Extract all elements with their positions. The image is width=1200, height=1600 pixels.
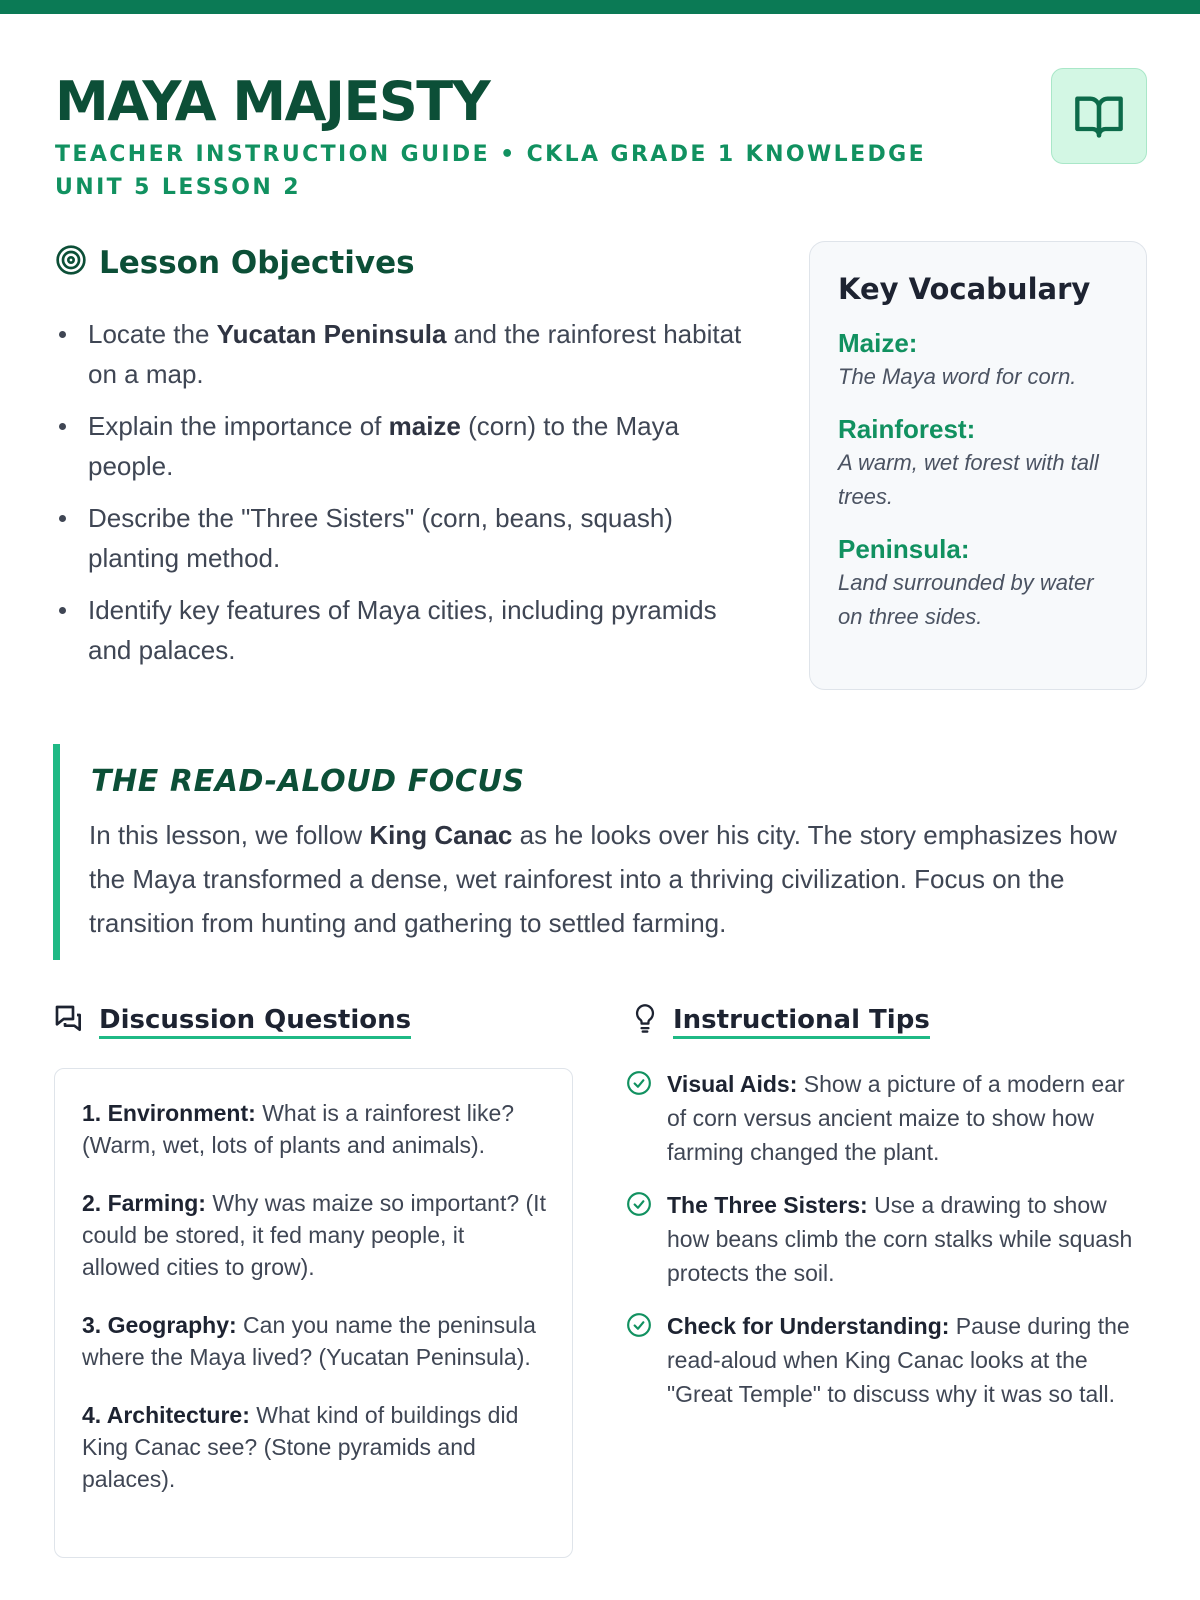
discussion-question: 3. Geography: Can you name the peninsula where the Maya lived? (Yucatan Peninsula). [82, 1312, 536, 1370]
focus-title: THE READ-ALOUD FOCUS [91, 764, 525, 799]
tips-heading [631, 1003, 930, 1040]
read-aloud-focus [53, 744, 1153, 960]
objective-item: Identify key features of Maya cities, including pyramids and palaces. [55, 590, 755, 670]
vocabulary-definition: Land surrounded by water on three sides. [838, 570, 1094, 629]
check-circle-icon [626, 1067, 653, 1169]
discussion-heading-text: Discussion Questions [99, 1005, 411, 1039]
tip-item: Check for Understanding: Pause during the read-aloud when King Canac looks at the "Great Temple" to discuss why it was so tall. [626, 1309, 1146, 1411]
page-header [55, 70, 995, 204]
page-subtitle: TEACHER INSTRUCTION GUIDE • CKLA GRADE 1 KNOWLEDGE UNIT 5 LESSON 2 [55, 142, 927, 200]
objective-item: Explain the importance of maize (corn) to the Maya people. [55, 406, 755, 486]
discussion-heading [53, 1003, 411, 1040]
focus-text: In this lesson, we follow King Canac as he looks over his city. The story emphasizes how the Maya transformed a dense, wet rainforest into a thriving civilization. Focus on the transition from hunting and gathering to settled farming. [89, 820, 1117, 938]
check-circle-icon [626, 1309, 653, 1411]
chat-bubbles-icon [53, 1003, 85, 1040]
discussion-box [54, 1068, 573, 1558]
vocabulary-term: Maize: [838, 328, 918, 358]
vocabulary-definition: The Maya word for corn. [838, 364, 1077, 389]
objective-item: Locate the Yucatan Peninsula and the rainforest habitat on a map. [55, 314, 755, 394]
tips-heading-text: Instructional Tips [673, 1005, 930, 1039]
page-title: MAYA MAJESTY [55, 70, 490, 133]
tips-list [626, 1067, 1146, 1430]
tip-item: Visual Aids: Show a picture of a modern ear of corn versus ancient maize to show how farming changed the plant. [626, 1067, 1146, 1169]
open-book-icon [1051, 68, 1147, 164]
vocabulary-title: Key Vocabulary [838, 272, 1091, 306]
tip-item: The Three Sisters: Use a drawing to show how beans climb the corn stalks while squash protects the soil. [626, 1188, 1146, 1290]
objective-item: Describe the "Three Sisters" (corn, beans, squash) planting method. [55, 498, 755, 578]
vocabulary-term: Rainforest: [838, 414, 976, 444]
lightbulb-icon [631, 1003, 659, 1040]
objectives-heading [55, 244, 415, 281]
top-accent-bar [0, 0, 1200, 14]
vocabulary-term: Peninsula: [838, 534, 970, 564]
vocabulary-card [809, 241, 1147, 690]
discussion-question: 4. Architecture: What kind of buildings did King Canac see? (Stone pyramids and palaces). [82, 1402, 519, 1492]
vocabulary-definition: A warm, wet forest with tall trees. [838, 450, 1099, 509]
objectives-heading-text: Lesson Objectives [99, 244, 415, 281]
discussion-question: 1. Environment: What is a rainforest like? (Warm, wet, lots of plants and animals). [82, 1100, 515, 1158]
discussion-question: 2. Farming: Why was maize so important? (It could be stored, it fed many people, it allowed cities to grow). [82, 1190, 546, 1280]
check-circle-icon [626, 1188, 653, 1290]
target-icon [55, 244, 87, 281]
objectives-list [55, 314, 755, 682]
